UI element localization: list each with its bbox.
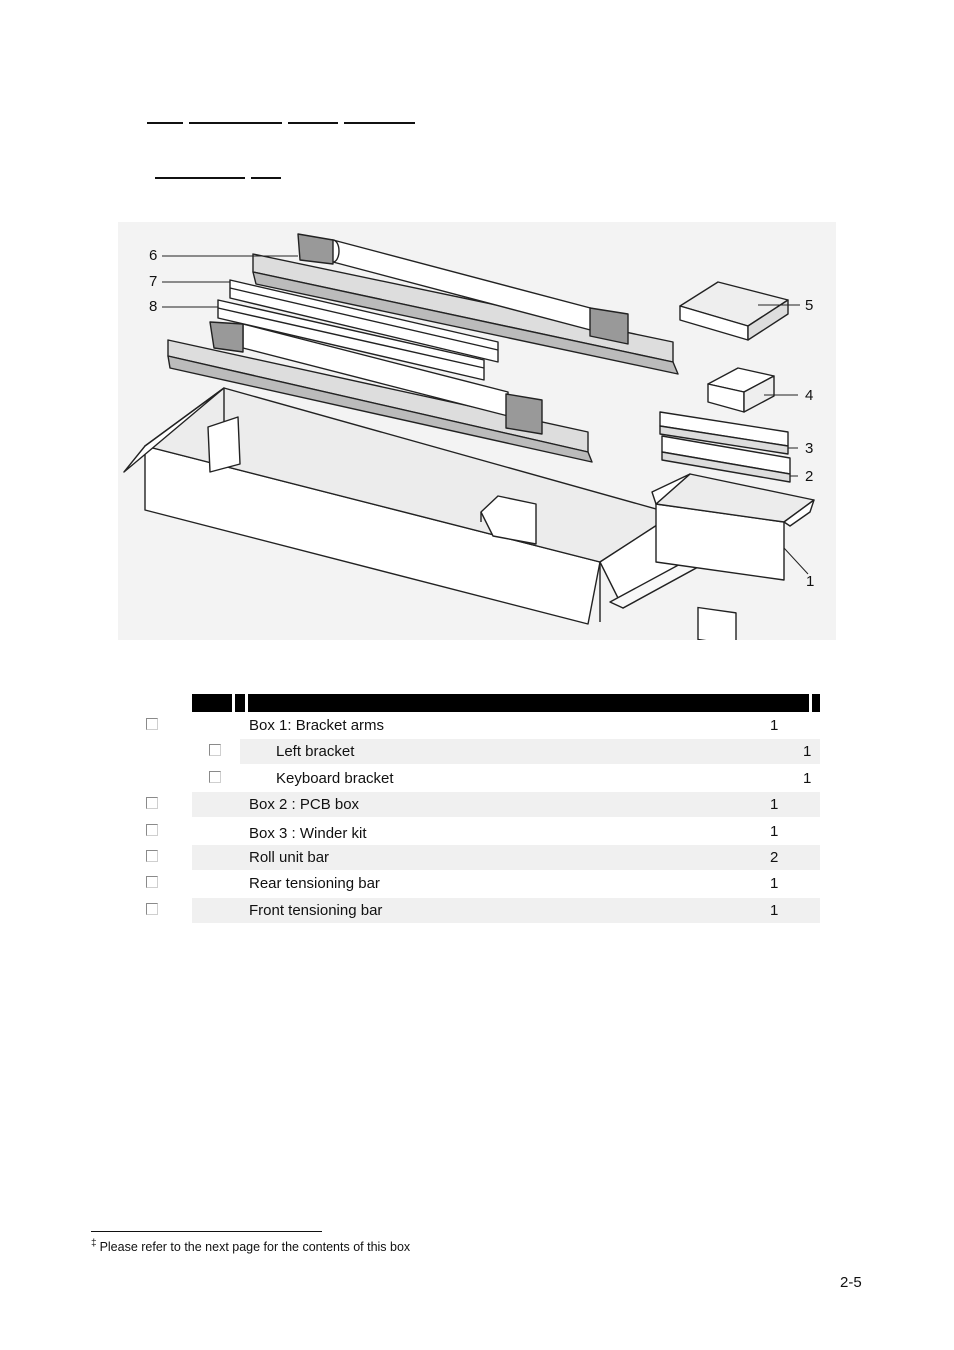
box-4-drawing: [708, 368, 774, 412]
redacted-subheading-part-2: [251, 177, 281, 179]
checkbox-keyboard-bracket[interactable]: [209, 771, 221, 783]
item-label: Keyboard bracket: [276, 770, 394, 787]
box-5-drawing: [680, 282, 788, 340]
table-row: [240, 739, 820, 764]
checkbox-left-bracket[interactable]: [209, 744, 221, 756]
redacted-heading-part-3: [288, 122, 338, 124]
small-carton-drawing: [652, 474, 814, 640]
checkbox-winder-kit[interactable]: [146, 824, 158, 836]
item-label: Box 3 : Winder kit: [249, 825, 367, 842]
item-label: Box 2 : PCB box: [249, 796, 360, 813]
packing-diagram-drawing: [118, 222, 836, 640]
item-qty: 1: [770, 875, 779, 892]
callout-3: 3: [805, 440, 814, 457]
callout-6: 6: [149, 247, 158, 264]
item-label: Box 1: Bracket arms: [249, 717, 385, 734]
table-row: [192, 871, 820, 896]
table-row: [240, 766, 820, 791]
item-label: Front tensioning bar: [249, 902, 383, 919]
long-carton-drawing: [124, 388, 698, 624]
table-row: [192, 819, 820, 844]
item-label: Left bracket: [276, 743, 355, 760]
redacted-heading-part-4: [344, 122, 415, 124]
callout-5: 5: [805, 297, 814, 314]
item-qty: 1: [770, 902, 779, 919]
checkbox-pcb-box[interactable]: [146, 797, 158, 809]
item-label: Roll unit bar: [249, 849, 330, 866]
table-row: [192, 845, 820, 870]
item-label: Rear tensioning bar: [249, 875, 380, 892]
packing-diagram: [118, 222, 836, 640]
footnote-marker: ‡: [91, 1238, 97, 1249]
item-qty: 1: [803, 770, 812, 787]
footnote-text: Please refer to the next page for the contents of this box: [99, 1240, 411, 1255]
parts-table-header: [192, 694, 820, 712]
table-row: [192, 792, 820, 817]
page-number: 2-5: [840, 1274, 862, 1291]
item-qty: 1: [770, 823, 779, 840]
table-row: [192, 713, 820, 738]
footnote-divider: [91, 1231, 322, 1232]
item-qty: 2: [770, 849, 779, 866]
checkbox-bracket-arms[interactable]: [146, 718, 158, 730]
redacted-heading-part-1: [147, 122, 183, 124]
table-row: [192, 898, 820, 923]
bracket-bars-drawing: [660, 412, 790, 482]
item-qty: 1: [803, 743, 812, 760]
callout-1: 1: [806, 573, 815, 590]
redacted-subheading-part-1: [155, 177, 245, 179]
callout-7: 7: [149, 273, 158, 290]
footnote: [91, 1238, 410, 1254]
checkbox-roll-unit-bar[interactable]: [146, 850, 158, 862]
callout-8: 8: [149, 298, 158, 315]
callout-2: 2: [805, 468, 814, 485]
item-qty: 1: [770, 717, 779, 734]
item-qty: 1: [770, 796, 779, 813]
checkbox-rear-tensioning-bar[interactable]: [146, 876, 158, 888]
callout-4: 4: [805, 387, 814, 404]
redacted-heading-part-2: [189, 122, 282, 124]
checkbox-front-tensioning-bar[interactable]: [146, 903, 158, 915]
